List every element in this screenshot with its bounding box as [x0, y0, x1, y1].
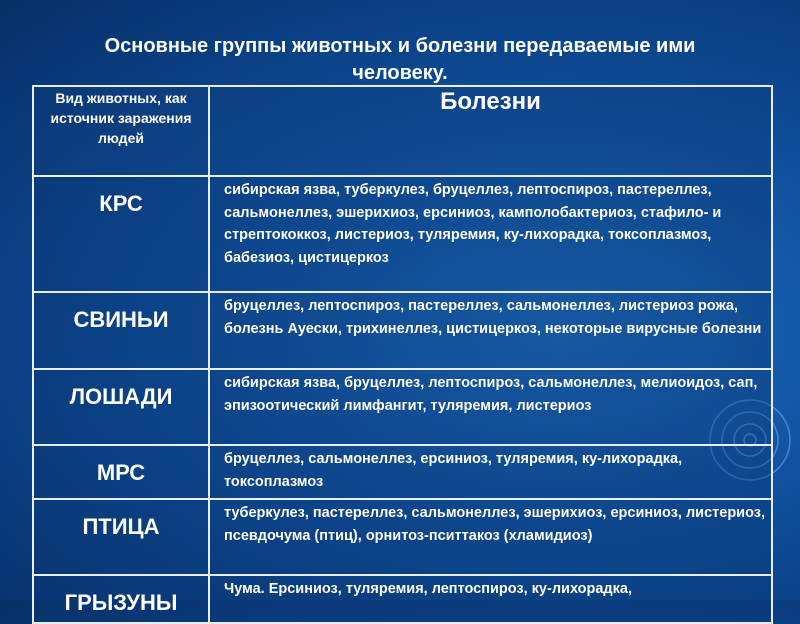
table-header-row [33, 86, 772, 176]
table-row [33, 369, 772, 445]
animal-cell: ЛОШАДИ [33, 369, 209, 445]
diseases-cell: туберкулез, пастереллез, сальмонеллез, эшерихиоз, ерсиниоз, листериоз, псевдочума (птиц), орнитоз-пситтакоз (хламидиоз) [209, 499, 772, 575]
header-diseases: Болезни [209, 86, 772, 176]
zoonoses-table [32, 85, 773, 624]
animal-cell: СВИНЬИ [33, 292, 209, 369]
animal-cell: МРС [33, 445, 209, 499]
animal-cell: ГРЫЗУНЫ [33, 575, 209, 623]
table-row [33, 575, 772, 623]
table-row [33, 292, 772, 369]
diseases-cell: сибирская язва, бруцеллез, лептоспироз, сальмонеллез, мелиоидоз, сап, эпизоотический лимфангит, туляремия, листериоз [209, 369, 772, 445]
table-row [33, 445, 772, 499]
table-row [33, 499, 772, 575]
diseases-cell: бруцеллез, сальмонеллез, ерсиниоз, туляремия, ку-лихорадка, токсоплазмоз [209, 445, 772, 499]
animal-cell: КРС [33, 176, 209, 292]
diseases-cell: бруцеллез, лептоспироз, пастереллез, сальмонеллез, листериоз рожа, болезнь Ауески, трихинеллез, цистицеркоз, некоторые вирусные болезни [209, 292, 772, 369]
diseases-cell: Чума. Ерсиниоз, туляремия, лептоспироз, ку-лихорадка, [209, 575, 772, 623]
slide-title: Основные группы животных и болезни передаваемые ими человеку. [104, 35, 696, 84]
animal-cell: ПТИЦА [33, 499, 209, 575]
header-animal-type: Вид животных, как источник заражения людей [33, 86, 209, 176]
diseases-cell: сибирская язва, туберкулез, бруцеллез, лептоспироз, пастереллез, сальмонеллез, эшерихиоз, ерсиниоз, камполобактериоз, стафило- и стрептококкоз, листериоз, туляремия, ку-лихорадка, токсоплазмоз, бабезиоз, цистицеркоз [209, 176, 772, 292]
table-row [33, 176, 772, 292]
